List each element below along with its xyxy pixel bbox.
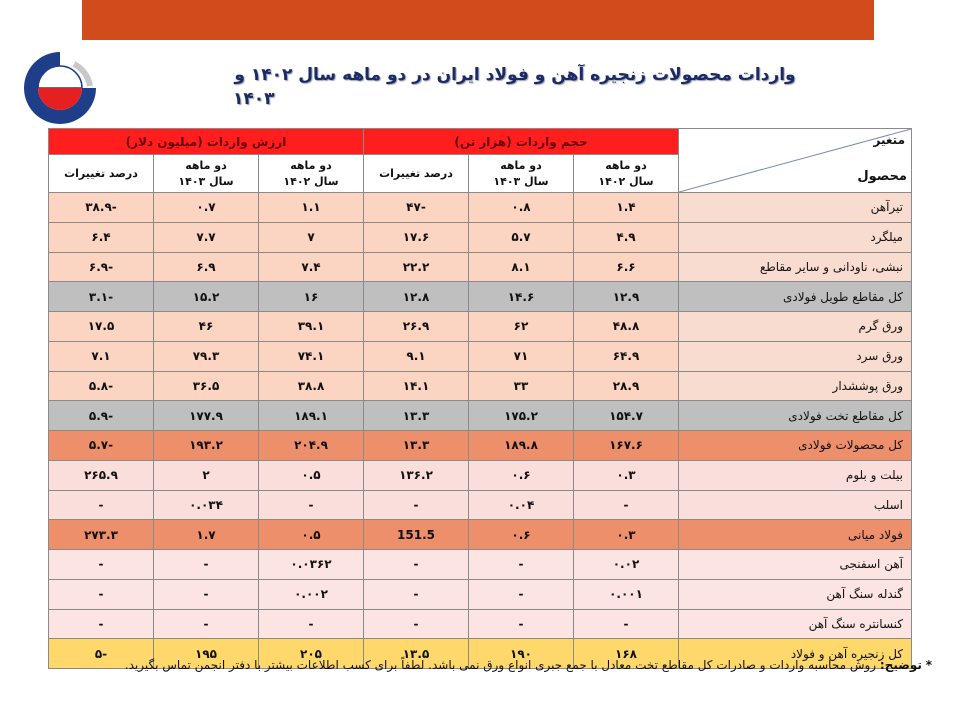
volume-change-cell: ۹.۱	[364, 341, 469, 371]
value-1402-cell: -	[259, 609, 364, 639]
volume-1402-cell: ۱۶۷.۶	[574, 431, 679, 461]
volume-1402-cell: ۲۸.۹	[574, 371, 679, 401]
title-line-2: ۱۴۰۳	[233, 89, 275, 109]
table-row-subtotal	[49, 282, 912, 312]
value-1403-cell: ۱۵.۲	[154, 282, 259, 312]
volume-1403-cell: ۵.۷	[469, 222, 574, 252]
value-change-cell: -۳.۱	[49, 282, 154, 312]
value-1402-cell: ۱.۱	[259, 193, 364, 223]
value-1403-cell: ۰.۰۳۴	[154, 490, 259, 520]
table-row	[49, 550, 912, 580]
value-1403-cell: ۱۷۷.۹	[154, 401, 259, 431]
value-1402-cell: ۷.۴	[259, 252, 364, 282]
product-cell: فولاد میانی	[679, 520, 912, 550]
value-1402-cell: ۲۰۴.۹	[259, 431, 364, 461]
subheader-line: سال ۱۴۰۲	[283, 174, 339, 188]
subheader-line: دو ماهه	[605, 158, 647, 172]
product-cell: آهن اسفنجی	[679, 550, 912, 580]
value-1403-cell: -	[154, 609, 259, 639]
table-row	[49, 312, 912, 342]
value-change-cell: -۶.۹	[49, 252, 154, 282]
subheader-value-change: درصد تغییرات	[49, 155, 154, 193]
product-cell: کل مقاطع تخت فولادی	[679, 401, 912, 431]
value-change-cell: -۵.۹	[49, 401, 154, 431]
volume-1402-cell: ۴۸.۸	[574, 312, 679, 342]
value-1403-cell: ۱۹۳.۲	[154, 431, 259, 461]
footnote-star: *	[925, 658, 932, 672]
volume-1403-cell: -	[469, 550, 574, 580]
table-row	[49, 222, 912, 252]
value-change-cell: ۶.۴	[49, 222, 154, 252]
value-1403-cell: ۱.۷	[154, 520, 259, 550]
product-cell: میلگرد	[679, 222, 912, 252]
subheader-line: دو ماهه	[500, 158, 542, 172]
volume-change-cell: ۱۳.۳	[364, 401, 469, 431]
product-cell: کنسانتره سنگ آهن	[679, 609, 912, 639]
volume-1403-cell: ۰.۸	[469, 193, 574, 223]
volume-1402-cell: ۶۴.۹	[574, 341, 679, 371]
volume-1403-cell: ۱۸۹.۸	[469, 431, 574, 461]
corner-variable-label: متغیر	[873, 133, 905, 147]
volume-1402-cell: ۶.۶	[574, 252, 679, 282]
volume-1403-cell: ۰.۰۴	[469, 490, 574, 520]
value-1402-cell: ۰.۵	[259, 520, 364, 550]
page-title	[110, 63, 920, 111]
imports-table	[48, 128, 912, 669]
value-change-cell: -۵.۷	[49, 431, 154, 461]
product-cell: ورق سرد	[679, 341, 912, 371]
corner-product-label: محصول	[857, 169, 907, 184]
value-1402-cell: ۱۶	[259, 282, 364, 312]
footnote-text: روش محاسبه واردات و صادرات کل مقاطع تخت معادل با جمع جبری انواع ورق نمی باشد. لطفاً برای کسب اطلاعات بیشتر با دفتر انجمن تماس بگیرید.	[124, 658, 877, 672]
subheader-line: دو ماهه	[185, 158, 227, 172]
volume-1402-cell: ۰.۰۰۱	[574, 579, 679, 609]
value-1402-cell: ۰.۰۳۶۲	[259, 550, 364, 580]
value-1403-cell: -	[154, 550, 259, 580]
table-row-total	[49, 520, 912, 550]
title-line-1: واردات محصولات زنجیره آهن و فولاد ایران در دو ماهه سال ۱۴۰۲ و	[234, 65, 796, 85]
subheader-line: سال ۱۴۰۳	[493, 174, 549, 188]
value-change-cell: -	[49, 609, 154, 639]
value-1402-cell: ۰.۵	[259, 460, 364, 490]
value-change-cell: -۳۸.۹	[49, 193, 154, 223]
value-1403-cell: ۷۹.۳	[154, 341, 259, 371]
value-1403-cell: ۴۶	[154, 312, 259, 342]
table-row	[49, 490, 912, 520]
table-row	[49, 579, 912, 609]
table-row	[49, 252, 912, 282]
volume-1402-cell: -	[574, 490, 679, 520]
volume-change-cell: ۱۲.۸	[364, 282, 469, 312]
value-change-cell: ۱۷.۵	[49, 312, 154, 342]
product-cell: تیرآهن	[679, 193, 912, 223]
value-1402-cell: -	[259, 490, 364, 520]
volume-1403-cell: ۶۲	[469, 312, 574, 342]
value-1402-cell: ۳۹.۱	[259, 312, 364, 342]
group-header-value: ارزش واردات (میلیون دلار)	[49, 129, 364, 155]
volume-1403-cell: ۸.۱	[469, 252, 574, 282]
product-cell: نبشی، ناودانی و سایر مقاطع	[679, 252, 912, 282]
volume-change-cell: -	[364, 609, 469, 639]
group-header-volume: حجم واردات (هزار تن)	[364, 129, 679, 155]
volume-1403-cell: ۱۷۵.۲	[469, 401, 574, 431]
value-1403-cell: ۳۶.۵	[154, 371, 259, 401]
subheader-line: سال ۱۴۰۳	[178, 174, 234, 188]
value-1403-cell: ۲	[154, 460, 259, 490]
product-cell: بیلت و بلوم	[679, 460, 912, 490]
volume-change-cell: ۱۳.۳	[364, 431, 469, 461]
volume-change-cell: ۱۴.۱	[364, 371, 469, 401]
footnote	[30, 656, 932, 674]
table-row	[49, 371, 912, 401]
value-1403-cell: ۷.۷	[154, 222, 259, 252]
volume-1403-cell: ۰.۶	[469, 520, 574, 550]
association-logo-icon	[18, 46, 102, 130]
value-change-cell: ۷.۱	[49, 341, 154, 371]
subheader-line: سال ۱۴۰۲	[598, 174, 654, 188]
volume-1402-cell: ۱.۴	[574, 193, 679, 223]
value-1402-cell: ۷	[259, 222, 364, 252]
volume-1402-cell: ۰.۳	[574, 460, 679, 490]
footnote-label: توضیح:	[879, 658, 922, 672]
volume-change-cell: ۲۶.۹	[364, 312, 469, 342]
volume-change-cell: 151.5	[364, 520, 469, 550]
subheader-value-1402	[259, 155, 364, 193]
subheader-value-1403	[154, 155, 259, 193]
volume-1403-cell: ۷۱	[469, 341, 574, 371]
subheader-line: دو ماهه	[290, 158, 332, 172]
volume-1402-cell: ۴.۹	[574, 222, 679, 252]
value-1402-cell: ۳۸.۸	[259, 371, 364, 401]
table-row-total	[49, 431, 912, 461]
volume-1402-cell: ۰.۳	[574, 520, 679, 550]
subheader-volume-1403	[469, 155, 574, 193]
table-row	[49, 460, 912, 490]
value-1403-cell: ۰.۷	[154, 193, 259, 223]
volume-1402-cell: ۱۵۴.۷	[574, 401, 679, 431]
table-row-subtotal	[49, 401, 912, 431]
volume-1402-cell: -	[574, 609, 679, 639]
product-cell: اسلب	[679, 490, 912, 520]
value-1403-cell: ۶.۹	[154, 252, 259, 282]
product-cell: ورق پوششدار	[679, 371, 912, 401]
table-row	[49, 609, 912, 639]
volume-change-cell: ۲۲.۲	[364, 252, 469, 282]
product-cell: ورق گرم	[679, 312, 912, 342]
volume-change-cell: ۱۳۶.۲	[364, 460, 469, 490]
volume-change-cell: ۱۳.۵	[364, 639, 469, 669]
value-1403-cell: -	[154, 579, 259, 609]
value-change-cell: ۲۶۵.۹	[49, 460, 154, 490]
volume-1403-cell: -	[469, 579, 574, 609]
value-1402-cell: ۰.۰۰۲	[259, 579, 364, 609]
value-1402-cell: ۷۴.۱	[259, 341, 364, 371]
volume-1403-cell: -	[469, 609, 574, 639]
table-body	[49, 193, 912, 669]
product-cell: گندله سنگ آهن	[679, 579, 912, 609]
product-cell: کل محصولات فولادی	[679, 431, 912, 461]
top-accent-bar	[82, 0, 874, 40]
volume-1402-cell: ۱۲.۹	[574, 282, 679, 312]
volume-1403-cell: ۱۴.۶	[469, 282, 574, 312]
value-change-cell: -۵.۸	[49, 371, 154, 401]
product-cell: کل مقاطع طویل فولادی	[679, 282, 912, 312]
product-cell: کل زنجیره آهن و فولاد	[679, 639, 912, 669]
value-change-cell: -	[49, 579, 154, 609]
volume-change-cell: -	[364, 550, 469, 580]
volume-change-cell: -	[364, 579, 469, 609]
volume-1403-cell: ۰.۶	[469, 460, 574, 490]
volume-change-cell: -	[364, 490, 469, 520]
value-1403-cell: ۱۹۵	[154, 639, 259, 669]
volume-1402-cell: ۱۶۸	[574, 639, 679, 669]
table-row	[49, 193, 912, 223]
subheader-volume-change: درصد تغییرات	[364, 155, 469, 193]
volume-1402-cell: ۰.۰۲	[574, 550, 679, 580]
value-change-cell: -	[49, 550, 154, 580]
volume-change-cell: ۱۷.۶	[364, 222, 469, 252]
value-change-cell: -۵	[49, 639, 154, 669]
value-1402-cell: ۱۸۹.۱	[259, 401, 364, 431]
volume-1403-cell: ۳۳	[469, 371, 574, 401]
value-change-cell: -	[49, 490, 154, 520]
subheader-volume-1402	[574, 155, 679, 193]
volume-change-cell: -۴۷	[364, 193, 469, 223]
volume-1403-cell: ۱۹۰	[469, 639, 574, 669]
table-row	[49, 341, 912, 371]
value-change-cell: ۲۷۳.۳	[49, 520, 154, 550]
value-1402-cell: ۲۰۵	[259, 639, 364, 669]
table-corner-header	[679, 129, 912, 193]
